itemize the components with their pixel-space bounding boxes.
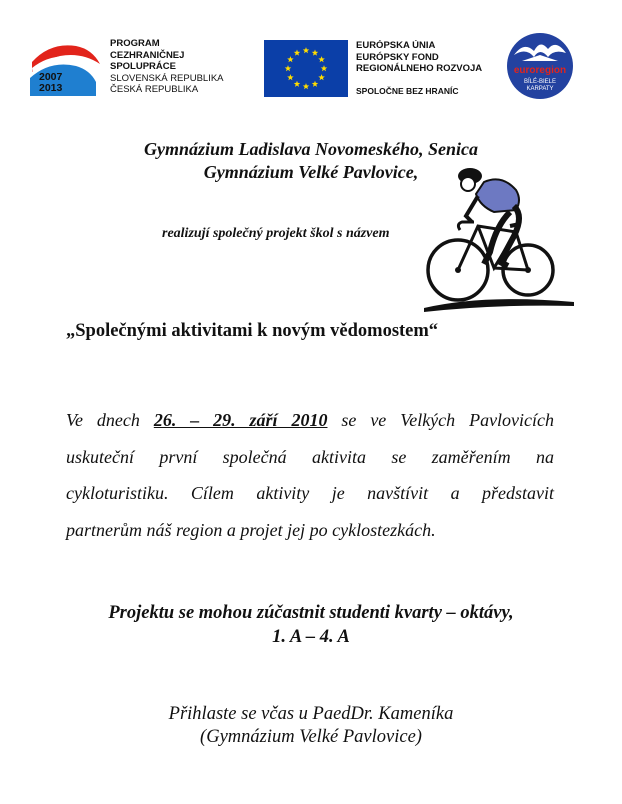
signup-school: (Gymnázium Velké Pavlovice) [200,727,422,747]
paragraph-text: Ve dnech [66,410,140,430]
program-line: SLOVENSKÁ REPUBLIKA [110,72,224,84]
school-name: Gymnázium Ladislava Novomeského, Senica [144,139,478,159]
event-date: 26. – 29. září 2010 [153,410,328,430]
students-text: Projektu se mohou zúčastnit studenti kvarty – oktávy, [108,603,514,623]
students-classes: 1. A – 4. A [272,627,350,647]
eu-line: REGIONÁLNEHO ROZVOJA [356,63,483,74]
euroregion-logo [504,33,576,99]
program-year-start: 2007 [39,71,63,83]
paragraph-line [66,402,554,439]
program-line: PROGRAM [110,38,160,49]
program-year-end: 2013 [39,82,63,94]
paragraph-line: cykloturistiku. Cílem aktivity je navštívit a představit [66,483,554,503]
program-logo [30,38,102,96]
eu-line: EURÓPSKY FOND [356,51,439,63]
euroregion-sub: BÍLÉ-BIELE [523,79,557,85]
program-line: SPOLUPRÁCE [110,61,176,72]
program-text [110,38,224,96]
eu-line: EURÓPSKA ÚNIA [356,40,436,51]
program-line: CEZHRANIČNEJ [110,49,185,61]
cyclist-icon [424,166,576,312]
paragraph-line: uskuteční první společná aktivita se zaměřením na [66,446,554,467]
activity-paragraph [66,402,554,548]
eu-text [356,40,484,75]
realize-text: realizují společný projekt škol s názvem [162,226,390,241]
program-line: ČESKÁ REPUBLIKA [110,84,199,95]
euroregion-name: euroregion [513,65,567,76]
signup-text: Přihlaste se včas u PaedDr. Kameníka [168,704,454,724]
euroregion-sub: KARPATY [526,86,554,92]
eu-motto: SPOLOČNE BEZ HRANÍC [356,86,459,96]
paragraph-text: se ve Velkých Pavlovicích [341,410,555,430]
school-name: Gymnázium Velké Pavlovice, [203,162,419,182]
eu-flag-icon [264,40,348,97]
project-name: „Společnými aktivitami k novým vědomostem“ [66,321,439,341]
paragraph-line: partnerům náš region a projet jej po cyklostezkách. [66,519,436,540]
